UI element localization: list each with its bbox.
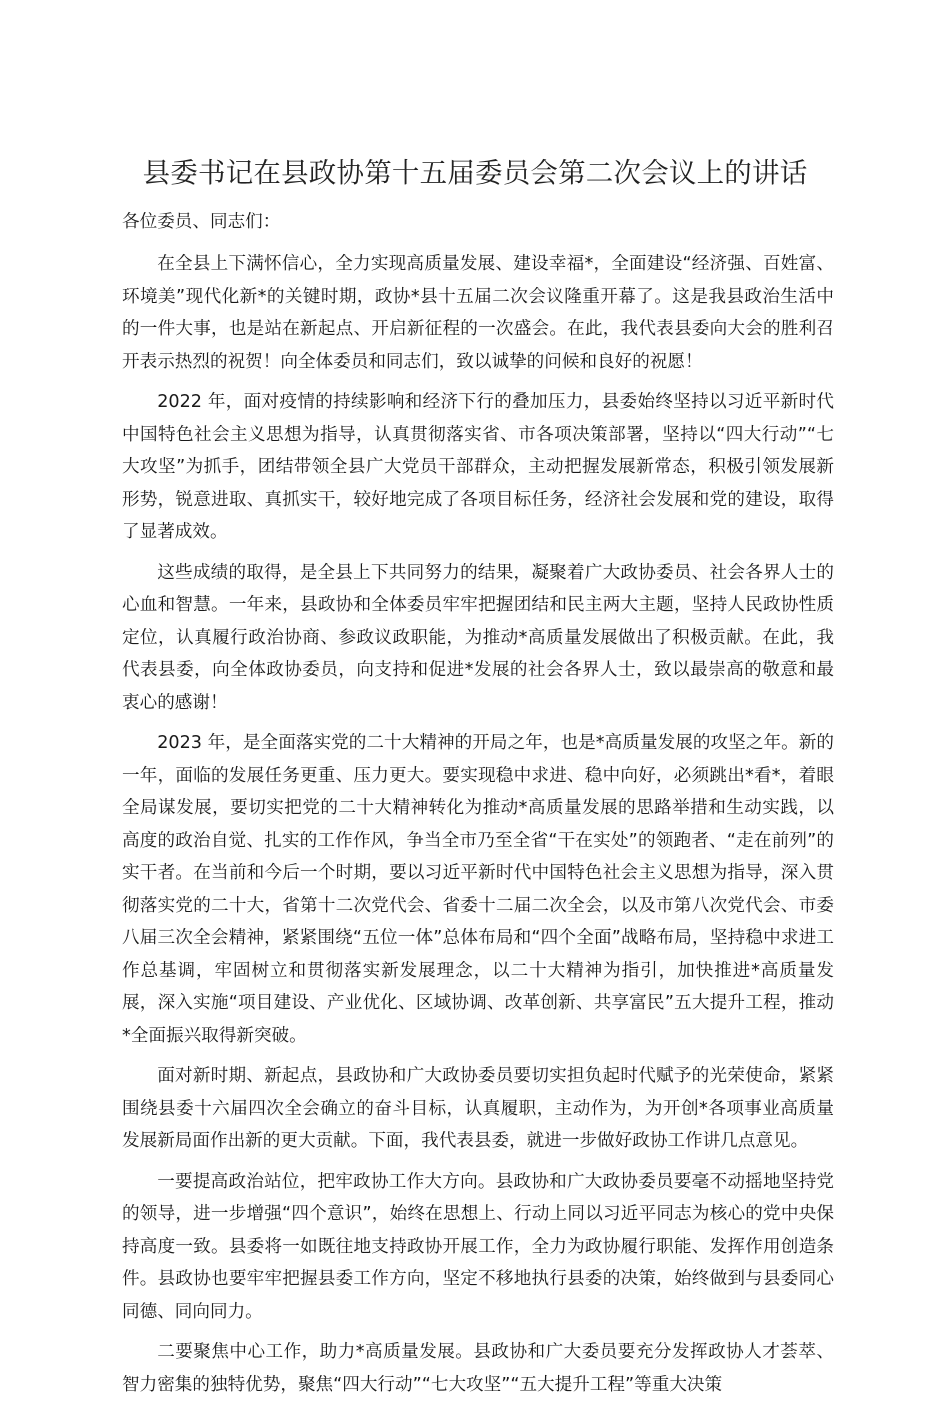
paragraph-opening: 在全县上下满怀信心，全力实现高质量发展、建设幸福*，全面建设“经济强、百姓富、环境美”现代化新*的关键时期，政协*县十五届二次会议隆重开幕了。这是我县政治生活中的一件大事，也是站在新起点、开启新征程的一次盛会。在此，我代表县委向大会的胜利召开表示热烈的祝贺！向全体委员和同志们，致以诚挚的问候和良好的祝愿！ [122,254,834,372]
salutation: 各位委员、同志们： [122,212,281,232]
document-body [122,205,834,1409]
paragraph-2022-review: 2022 年，面对疫情的持续影响和经济下行的叠加压力，县委始终坚持以习近平新时代中国特色社会主义思想为指导，认真贯彻落实省、市各项决策部署，坚持以“四大行动”“七大攻坚”为抓手，团结带领全县广大党员干部群众，主动把握发展新常态，积极引领发展新形势，锐意进取、真抓实干，较好地完成了各项目标任务，经济社会发展和党的建设，取得了显著成效。 [122,392,834,542]
document-title: 县委书记在县政协第十五届委员会第二次会议上的讲话 [142,157,808,189]
paragraph-2023-outlook: 2023 年，是全面落实党的二十大精神的开局之年，也是*高质量发展的攻坚之年。新的一年，面临的发展任务更重、压力更大。要实现稳中求进、稳中向好，必须跳出*看*，着眼全局谋发展，要切实把党的二十大精神转化为推动*高质量发展的思路举措和生动实践，以高度的政治自觉、扎实的工作作风，争当全市乃至全省“干在实处”的领跑者、“走在前列”的实干者。在当前和今后一个时期，要以习近平新时代中国特色社会主义思想为指导，深入贯彻落实党的二十大，省第十二次党代会、省委十二届二次全会，以及市第八次党代会、市委八届三次全会精神，紧紧围绕“五位一体”总体布局和“四个全面”战略布局，坚持稳中求进工作总基调，牢固树立和贯彻落实新发展理念，以二十大精神为指引，加快推进*高质量发展，深入实施“项目建设、产业优化、区域协调、改革创新、共享富民”五大提升工程，推动*全面振兴取得新突破。 [122,733,834,1046]
paragraph-point-one: 一要提高政治站位，把牢政协工作大方向。县政协和广大政协委员要毫不动摇地坚持党的领导，进一步增强“四个意识”，始终在思想上、行动上同以习近平同志为核心的党中央保持高度一致。县委将一如既往地支持政协开展工作，全力为政协履行职能、发挥作用创造条件。县政协也要牢牢把握县委工作方向，坚定不移地执行县委的决策，始终做到与县委同心同德、同向同力。 [122,1171,834,1322]
paragraph-acknowledgement: 这些成绩的取得，是全县上下共同努力的结果，凝聚着广大政协委员、社会各界人士的心血和智慧。一年来，县政协和全体委员牢牢把握团结和民主两大主题，坚持人民政协性质定位，认真履行政治协商、参政议政职能，为推动*高质量发展做出了积极贡献。在此，我代表县委，向全体政协委员，向支持和促进*发展的社会各界人士，致以最崇高的敬意和最衷心的感谢！ [122,562,834,713]
paragraph-mission: 面对新时期、新起点，县政协和广大政协委员要切实担负起时代赋予的光荣使命，紧紧围绕县委十六届四次全会确立的奋斗目标，认真履职，主动作为，为开创*各项事业高质量发展新局面作出新的更大贡献。下面，我代表县委，就进一步做好政协工作讲几点意见。 [122,1066,834,1151]
paragraph-point-two: 二要聚焦中心工作，助力*高质量发展。县政协和广大委员要充分发挥政协人才荟萃、智力密集的独特优势，聚焦“四大行动”“七大攻坚”“五大提升工程”等重大决策 [122,1342,834,1395]
